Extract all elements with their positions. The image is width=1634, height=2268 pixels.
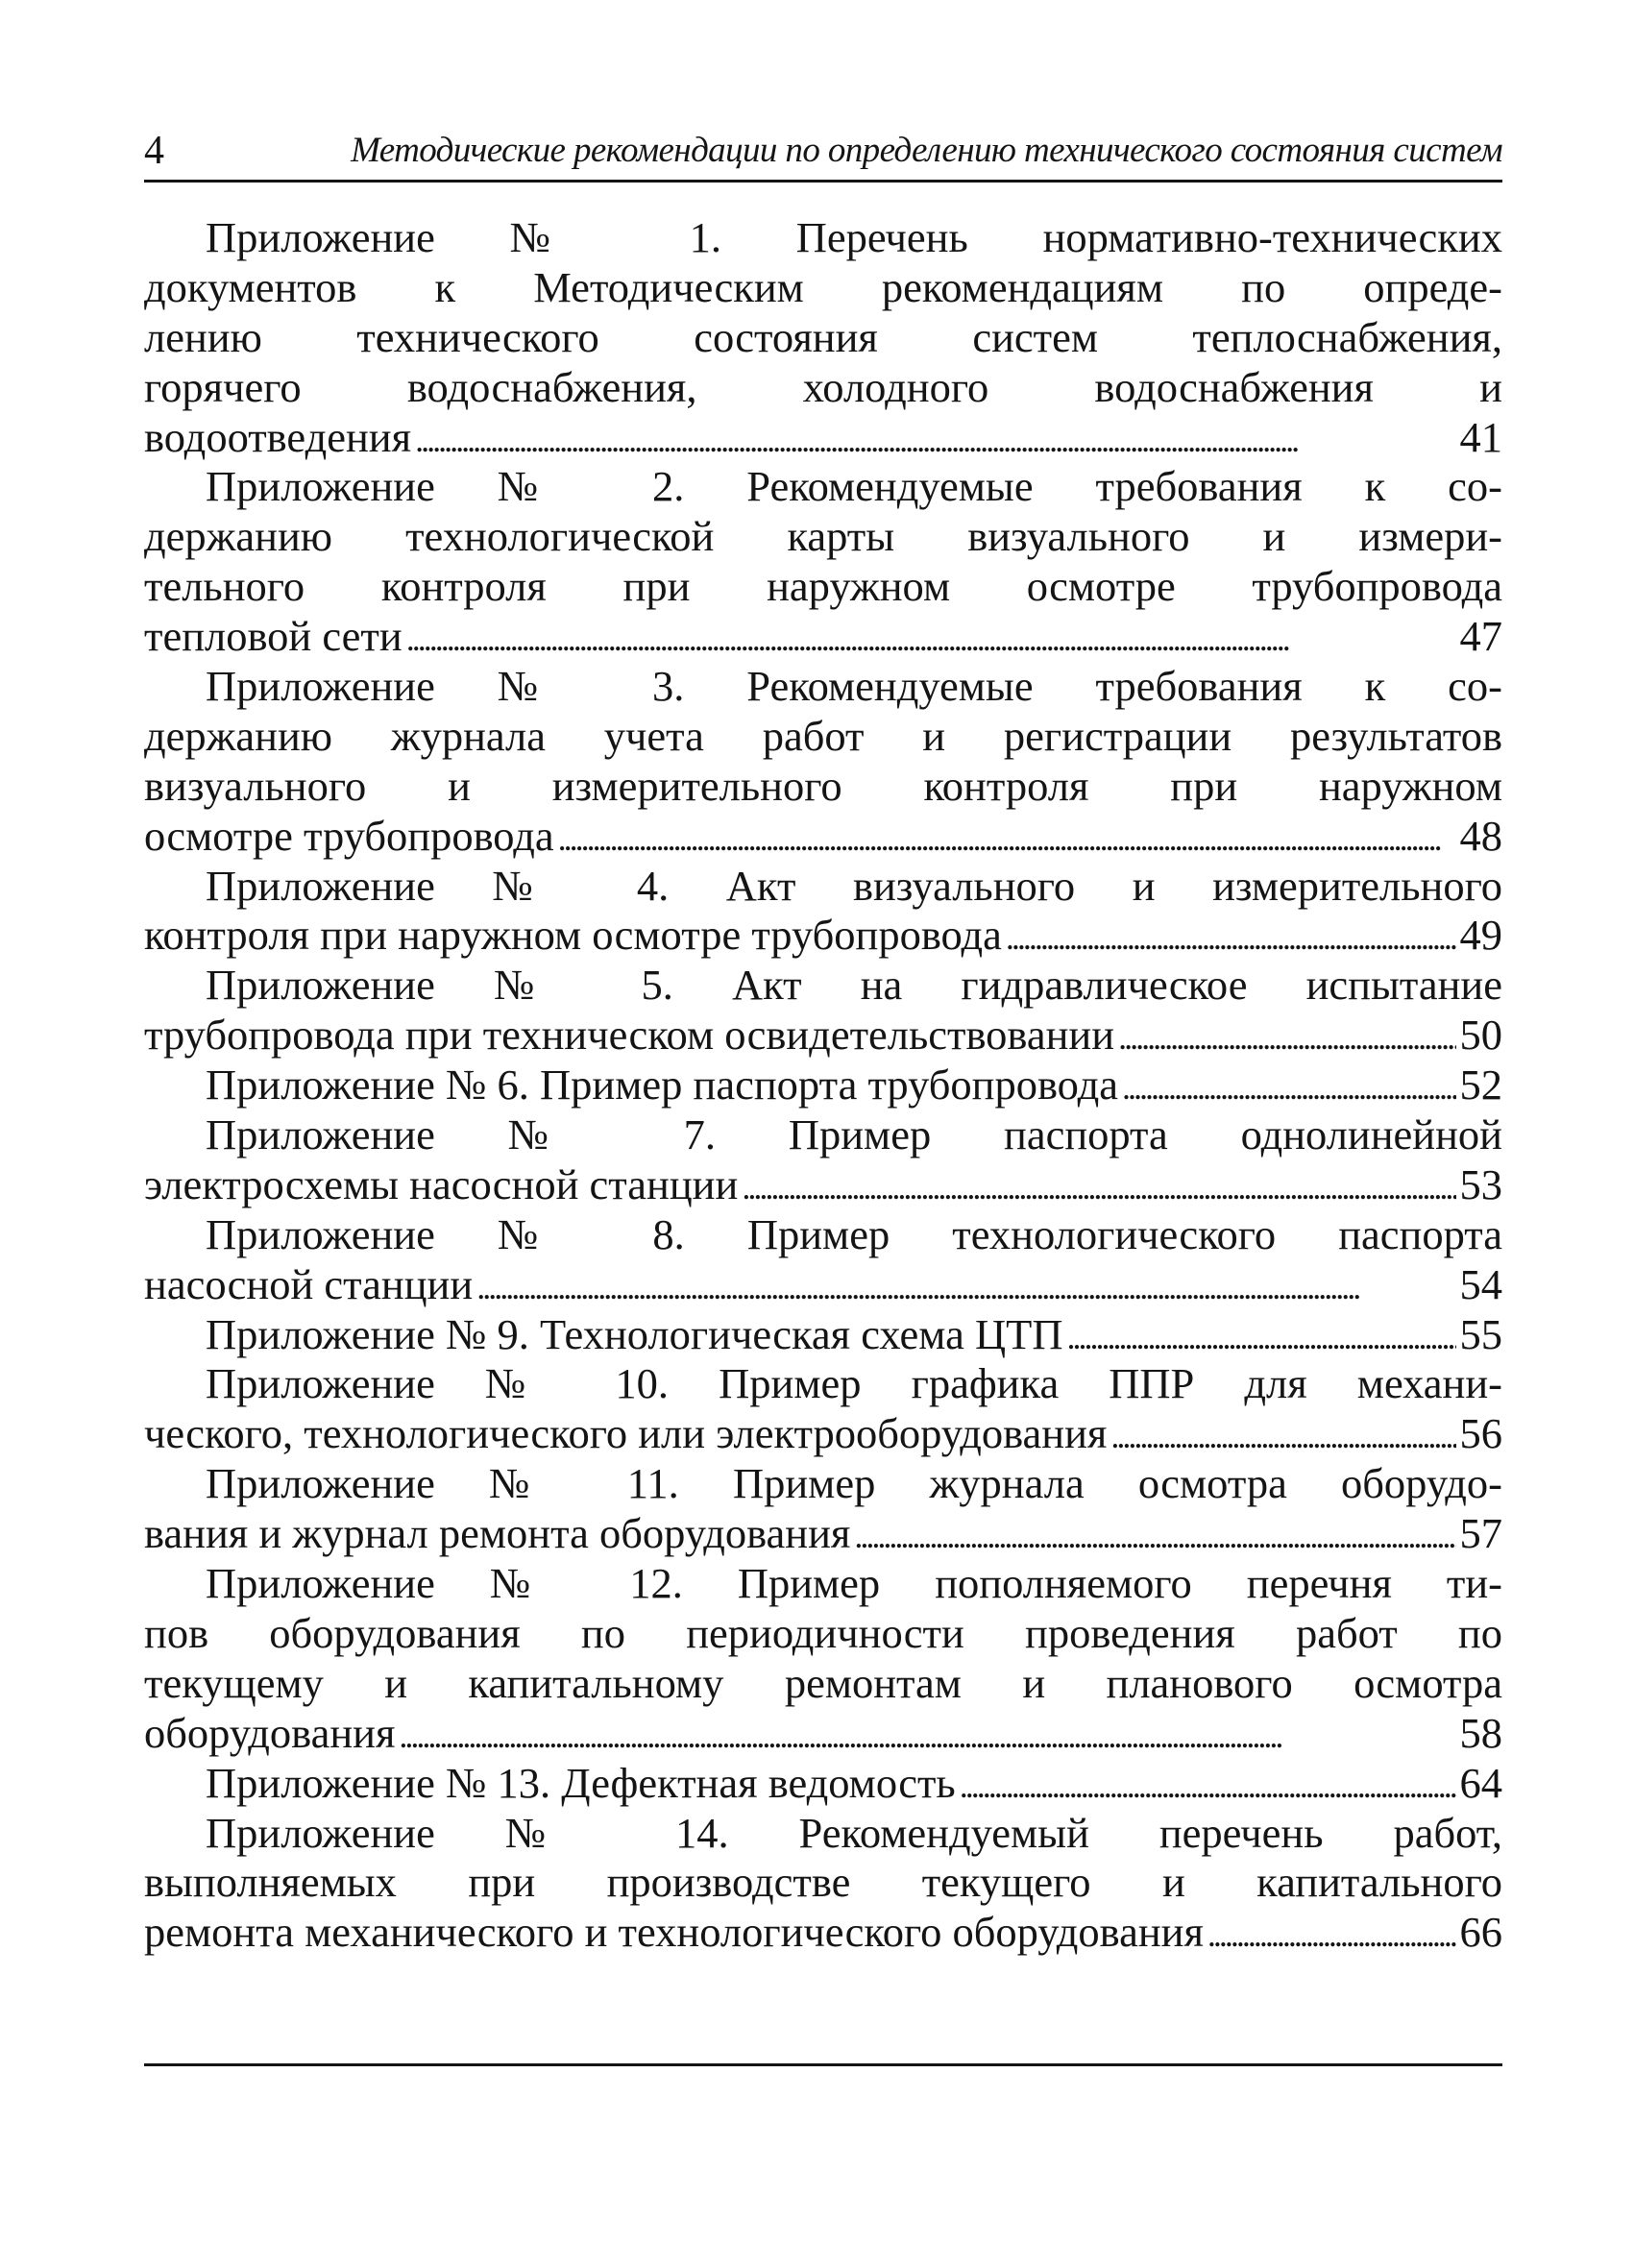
- toc-entry-line: Приложение № 5. Акт на гидравлическое испытание: [206, 961, 1502, 1010]
- toc-entry-line: Приложение № 7. Пример паспорта однолинейной: [206, 1110, 1502, 1159]
- toc-entry-line: визуального и измерительного контроля при наружном: [144, 761, 1502, 810]
- dot-leader: [742, 1160, 1455, 1210]
- toc-entry-line: тельного контроля при наружном осмотре трубопровода: [144, 562, 1502, 611]
- dot-leader: [415, 413, 1455, 463]
- toc-page-number[interactable]: 53: [1459, 1159, 1502, 1208]
- toc-entry[interactable]: [144, 961, 1502, 1061]
- toc-entry-line: Приложение № 8. Пример технологического паспорта: [206, 1209, 1502, 1258]
- toc-entry-line: Приложение № 2. Рекомендуемые требования к со-: [206, 462, 1502, 511]
- toc-entry-last-line: [144, 1011, 1502, 1061]
- toc-page-number[interactable]: 58: [1459, 1708, 1502, 1757]
- dot-leader: [406, 612, 1456, 662]
- toc-entry-line: Приложение № 4. Акт визуального и измерительного: [206, 861, 1502, 910]
- toc-entry-line: текущему и капитальному ремонтам и планового осмотра: [144, 1658, 1502, 1707]
- toc-entry[interactable]: [144, 1809, 1502, 1959]
- toc-entry-title-end: оборудования: [144, 1708, 396, 1757]
- dot-leader: [960, 1759, 1456, 1809]
- toc-entry-last-line: [144, 1260, 1502, 1310]
- toc-entry-title-end: водоотведения: [144, 412, 412, 461]
- toc-page-number[interactable]: 41: [1459, 412, 1502, 461]
- toc-entry[interactable]: [144, 1210, 1502, 1310]
- toc-entry-title-end: Приложение № 13. Дефектная ведомость: [206, 1758, 956, 1807]
- table-of-contents: [144, 213, 1502, 1958]
- dot-leader: [1122, 1061, 1455, 1110]
- toc-page-number[interactable]: 47: [1459, 612, 1502, 661]
- running-title: Методические рекомендации по определению технического состояния систем: [351, 131, 1502, 170]
- toc-entry[interactable]: [144, 662, 1502, 862]
- header-rule: [144, 180, 1502, 183]
- toc-entry-line: Приложение № 11. Пример журнала осмотра оборудо-: [206, 1459, 1502, 1508]
- toc-page-number[interactable]: 52: [1459, 1061, 1502, 1110]
- toc-entry-title-end: ческого, технологического или электрооборудования: [144, 1409, 1108, 1458]
- toc-page-number[interactable]: 50: [1459, 1011, 1502, 1060]
- toc-entry-line: Приложение № 10. Пример графика ППР для механи-: [206, 1359, 1502, 1408]
- toc-page-number[interactable]: 55: [1459, 1309, 1502, 1358]
- dot-leader: [1110, 1409, 1455, 1459]
- page-number: 4: [144, 129, 164, 173]
- toc-entry-line: Приложение № 3. Рекомендуемые требования к со-: [206, 662, 1502, 711]
- toc-entry[interactable]: [144, 1310, 1502, 1360]
- toc-entry-title-end: контроля при наружном осмотре трубопровода: [144, 911, 1002, 960]
- toc-page-number[interactable]: 64: [1459, 1758, 1502, 1807]
- footer-rule: [144, 2063, 1502, 2066]
- dot-leader: [1118, 1011, 1455, 1061]
- toc-entry-last-line: [144, 1310, 1502, 1360]
- toc-entry-line: лению технического состояния систем теплоснабжения,: [144, 312, 1502, 361]
- toc-entry[interactable]: [144, 1559, 1502, 1759]
- toc-entry[interactable]: [144, 1459, 1502, 1559]
- toc-entry-title-end: электросхемы насосной станции: [144, 1159, 739, 1208]
- toc-entry[interactable]: [144, 462, 1502, 662]
- toc-entry-title-end: Приложение № 6. Пример паспорта трубопровода: [206, 1061, 1119, 1110]
- toc-entry-line: пов оборудования по периодичности проведения работ по: [144, 1608, 1502, 1657]
- page-header: [144, 128, 1502, 174]
- toc-entry-title-end: осмотре трубопровода: [144, 811, 554, 860]
- dot-leader: [558, 812, 1456, 862]
- toc-page-number[interactable]: 57: [1459, 1509, 1502, 1558]
- toc-entry-last-line: [144, 1160, 1502, 1210]
- toc-entry-title-end: Приложение № 9. Технологическая схема ЦТП: [206, 1309, 1063, 1358]
- dot-leader: [476, 1260, 1455, 1310]
- toc-page-number[interactable]: 66: [1459, 1908, 1502, 1957]
- toc-entry[interactable]: [144, 1359, 1502, 1459]
- toc-entry-last-line: [144, 413, 1502, 463]
- toc-entry[interactable]: [144, 862, 1502, 962]
- toc-entry-line: Приложение № 12. Пример пополняемого перечня ти-: [206, 1559, 1502, 1608]
- toc-entry-title-end: насосной станции: [144, 1259, 474, 1308]
- toc-page-number[interactable]: 54: [1459, 1259, 1502, 1308]
- toc-entry[interactable]: [144, 1759, 1502, 1809]
- toc-entry-last-line: [144, 1759, 1502, 1809]
- dot-leader: [1207, 1908, 1456, 1958]
- toc-page-number[interactable]: 48: [1459, 811, 1502, 860]
- toc-entry-last-line: [144, 911, 1502, 961]
- toc-page-number[interactable]: 49: [1459, 911, 1502, 960]
- toc-entry-title-end: трубопровода при техническом освидетельствовании: [144, 1011, 1115, 1060]
- toc-entry-line: горячего водоснабжения, холодного водоснабжения и: [144, 362, 1502, 411]
- toc-entry-last-line: [144, 1709, 1502, 1759]
- toc-entry-line: держанию технологической карты визуального и измери-: [144, 512, 1502, 561]
- toc-entry[interactable]: [144, 1110, 1502, 1210]
- toc-entry-last-line: [144, 1509, 1502, 1559]
- dot-leader: [399, 1709, 1455, 1759]
- toc-entry-line: документов к Методическим рекомендациям по опреде-: [144, 262, 1502, 311]
- toc-entry-last-line: [144, 1409, 1502, 1459]
- toc-entry[interactable]: [144, 1061, 1502, 1110]
- toc-entry-title-end: ремонта механического и технологического оборудования: [144, 1908, 1204, 1957]
- toc-entry[interactable]: [144, 213, 1502, 462]
- dot-leader: [1006, 911, 1456, 961]
- toc-entry-line: Приложение № 14. Рекомендуемый перечень работ,: [206, 1808, 1502, 1857]
- toc-entry-line: Приложение № 1. Перечень нормативно-технических: [206, 213, 1502, 261]
- toc-entry-last-line: [144, 1061, 1502, 1110]
- toc-page-number[interactable]: 56: [1459, 1409, 1502, 1458]
- toc-entry-line: выполняемых при производстве текущего и капитального: [144, 1858, 1502, 1907]
- toc-entry-title-end: вания и журнал ремонта оборудования: [144, 1509, 851, 1558]
- dot-leader: [1066, 1310, 1455, 1360]
- dot-leader: [854, 1509, 1455, 1559]
- toc-entry-line: держанию журнала учета работ и регистрации результатов: [144, 711, 1502, 760]
- toc-entry-last-line: [144, 612, 1502, 662]
- toc-entry-last-line: [144, 1908, 1502, 1958]
- toc-entry-last-line: [144, 812, 1502, 862]
- toc-entry-title-end: тепловой сети: [144, 612, 402, 661]
